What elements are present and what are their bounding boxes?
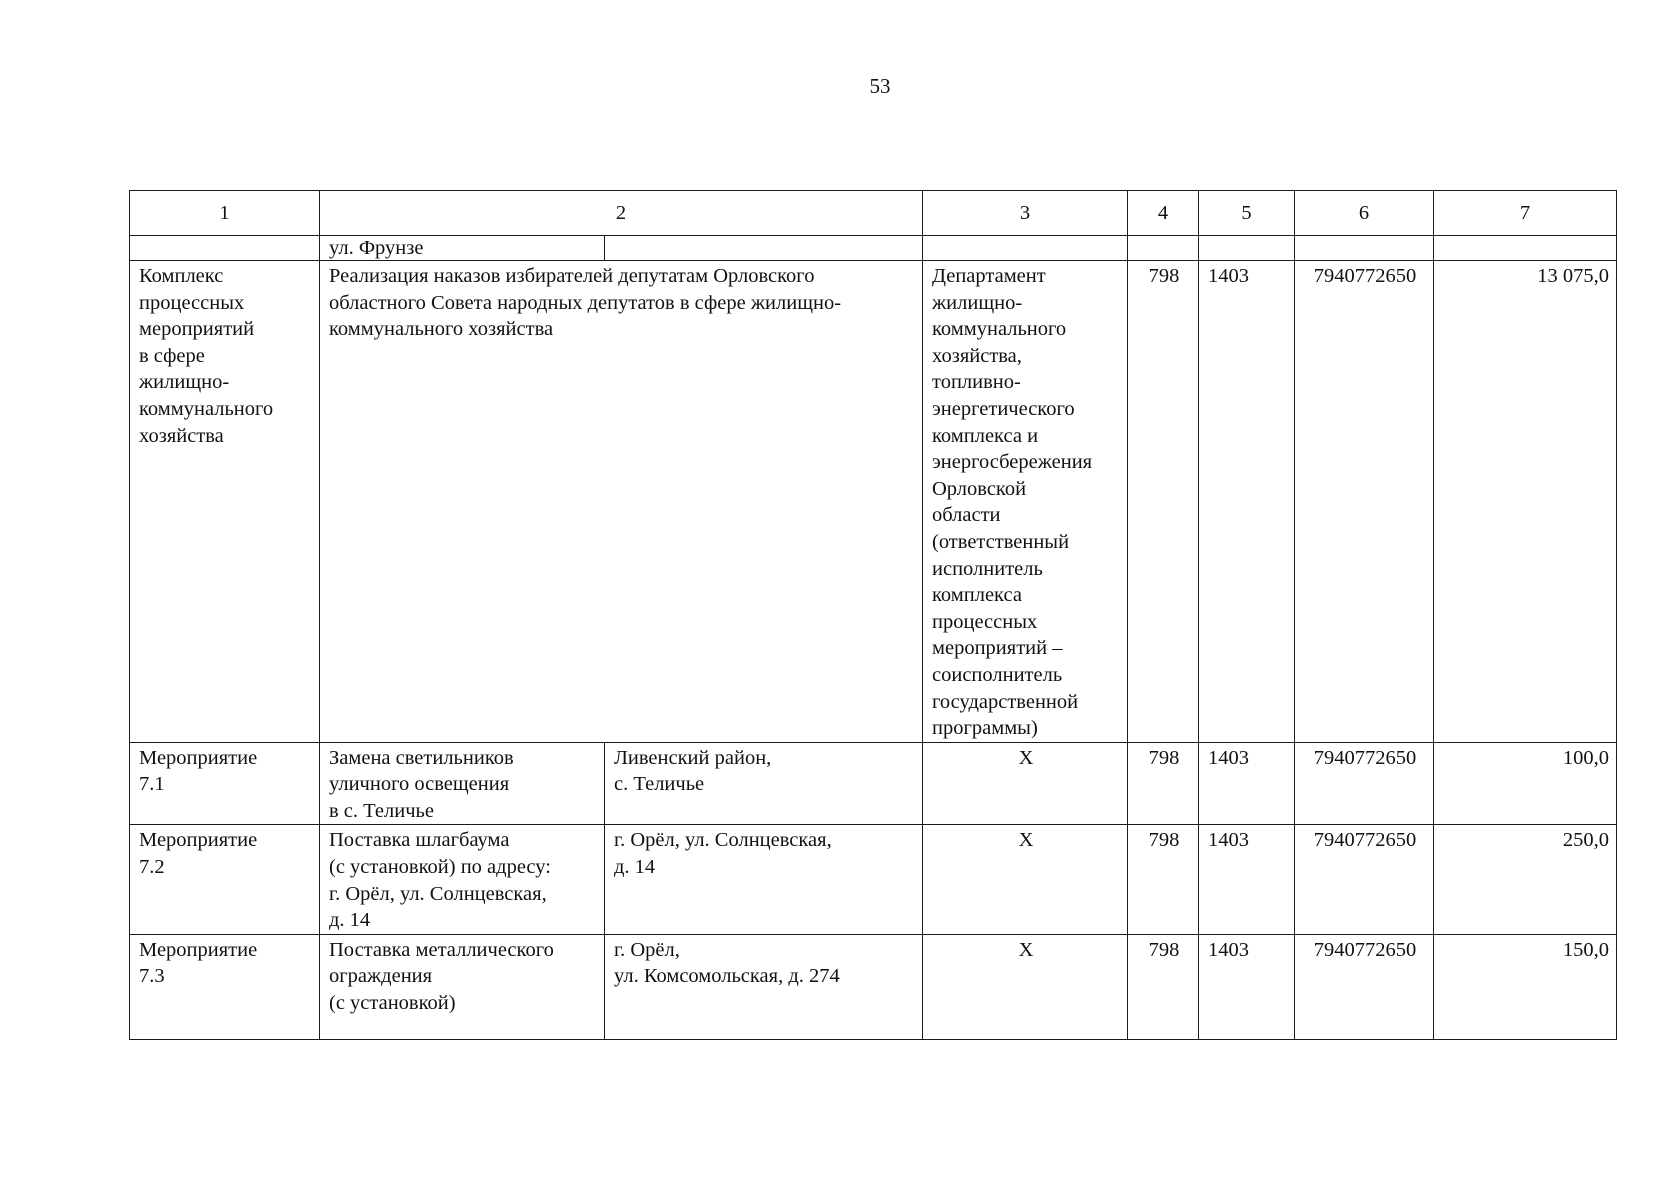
measure-description-cell: Замена светильников уличного освещения в с. Теличье [320, 742, 605, 825]
measure-address-cell: г. Орёл, ул. Солнцевская, д. 14 [605, 825, 923, 934]
complex-name-cell: Комплекс процессных мероприятий в сфере жилищно- коммунального хозяйства [130, 261, 320, 743]
measure-col6-cell: 7940772650 [1295, 934, 1434, 1039]
complex-amount-cell: 13 075,0 [1434, 261, 1617, 743]
measure-amount-cell: 250,0 [1434, 825, 1617, 934]
budget-table [129, 190, 1617, 1040]
measure-col6-cell: 7940772650 [1295, 825, 1434, 934]
measure-amount-cell: 100,0 [1434, 742, 1617, 825]
measure-col4-cell: 798 [1128, 742, 1199, 825]
table-row [130, 261, 1617, 743]
cont-cell-address: ул. Фрунзе [320, 236, 605, 261]
measure-name-cell: Мероприятие 7.1 [130, 742, 320, 825]
header-cell-3: 3 [923, 191, 1128, 236]
continuation-row [130, 236, 1617, 261]
measure-col6-cell: 7940772650 [1295, 742, 1434, 825]
measure-amount-cell: 150,0 [1434, 934, 1617, 1039]
complex-col5-cell: 1403 [1199, 261, 1295, 743]
measure-address-cell: Ливенский район, с. Теличье [605, 742, 923, 825]
measure-col5-cell: 1403 [1199, 742, 1295, 825]
cont-cell-col5 [1199, 236, 1295, 261]
measure-name-cell: Мероприятие 7.3 [130, 934, 320, 1039]
cont-cell-amount [1434, 236, 1617, 261]
measure-executor-cell: Х [923, 742, 1128, 825]
measure-col4-cell: 798 [1128, 934, 1199, 1039]
table-header-row [130, 191, 1617, 236]
cont-cell-col6 [1295, 236, 1434, 261]
measure-description-cell: Поставка шлагбаума (с установкой) по адресу: г. Орёл, ул. Солнцевская, д. 14 [320, 825, 605, 934]
table-row [130, 934, 1617, 1039]
header-cell-5: 5 [1199, 191, 1295, 236]
table-row [130, 742, 1617, 825]
cont-cell-executor [923, 236, 1128, 261]
page-number: 53 [869, 74, 891, 98]
measure-address-cell: г. Орёл, ул. Комсомольская, д. 274 [605, 934, 923, 1039]
measure-col5-cell: 1403 [1199, 934, 1295, 1039]
measure-col5-cell: 1403 [1199, 825, 1295, 934]
measure-name-cell: Мероприятие 7.2 [130, 825, 320, 934]
cont-cell-col4 [1128, 236, 1199, 261]
table-row [130, 825, 1617, 934]
header-cell-7: 7 [1434, 191, 1617, 236]
header-cell-4: 4 [1128, 191, 1199, 236]
complex-col6-cell: 7940772650 [1295, 261, 1434, 743]
complex-col4-cell: 798 [1128, 261, 1199, 743]
header-cell-6: 6 [1295, 191, 1434, 236]
measure-executor-cell: Х [923, 934, 1128, 1039]
header-cell-2: 2 [320, 191, 923, 236]
measure-description-cell: Поставка металлического ограждения (с установкой) [320, 934, 605, 1039]
complex-executor-cell: Департамент жилищно- коммунального хозяйства, топливно- энергетического комплекса и энергосбережения Орловской области (ответственный исполнитель комплекса процессных мероприятий – соисполнитель государственной программы) [923, 261, 1128, 743]
complex-description-cell: Реализация наказов избирателей депутатам Орловского областного Совета народных депутатов в сфере жилищно-коммунального хозяйства [320, 261, 923, 743]
cont-cell-empty [605, 236, 923, 261]
measure-col4-cell: 798 [1128, 825, 1199, 934]
header-cell-1: 1 [130, 191, 320, 236]
cont-cell-name [130, 236, 320, 261]
measure-executor-cell: Х [923, 825, 1128, 934]
